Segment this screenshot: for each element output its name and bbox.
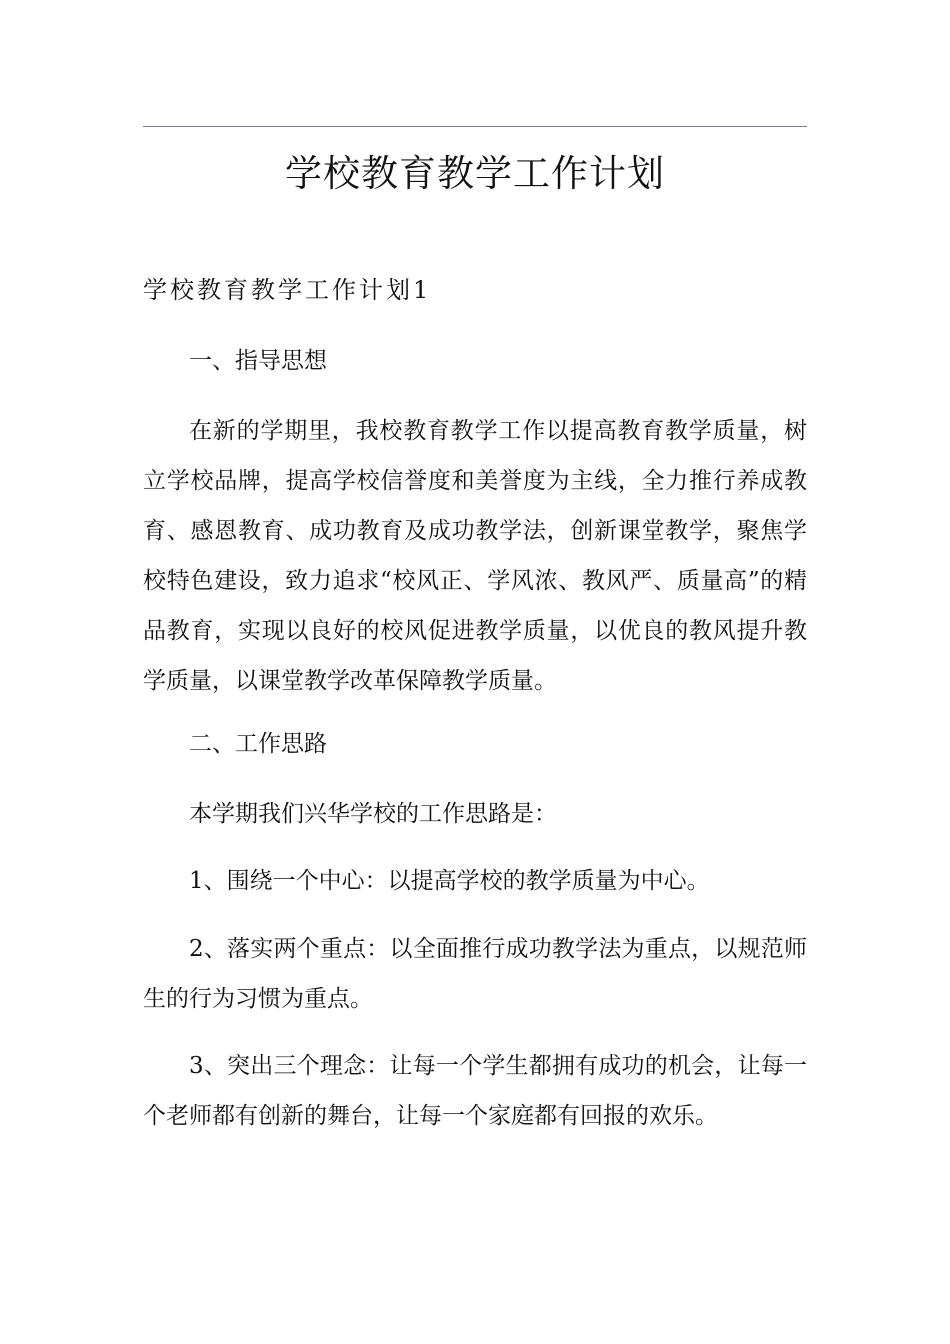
ideas-intro-paragraph: 本学期我们兴华学校的工作思路是： bbox=[189, 801, 557, 827]
ideas-heading: 二、工作思路 bbox=[189, 731, 327, 757]
list-item-1: 1、围绕一个中心：以提高学校的教学质量为中心。 bbox=[189, 868, 710, 894]
header-rule bbox=[143, 126, 807, 127]
section-heading: 学校教育教学工作计划1 bbox=[143, 276, 432, 304]
guide-heading: 一、指导思想 bbox=[189, 348, 327, 374]
list-item-3: 3、突出三个理念：让每一个学生都拥有成功的机会，让每一个老师都有创新的舞台，让每一个家庭都有回报的欢乐。 bbox=[143, 1053, 807, 1129]
guide-body-paragraph: 在新的学期里，我校教育教学工作以提高教育教学质量，树立学校品牌，提高学校信誉度和美誉度为主线，全力推行养成教育、感恩教育、成功教育及成功教学法，创新课堂教学，聚焦学校特色建设，致力追求“校风正、学风浓、教风严、质量高”的精品教育，实现以良好的校风促进教学质量，以优良的教风提升教学质量，以课堂教学改革保障教学质量。 bbox=[143, 418, 807, 694]
list-item-2: 2、落实两个重点：以全面推行成功教学法为重点，以规范师生的行为习惯为重点。 bbox=[143, 936, 807, 1012]
document-title: 学校教育教学工作计划 bbox=[285, 152, 665, 195]
